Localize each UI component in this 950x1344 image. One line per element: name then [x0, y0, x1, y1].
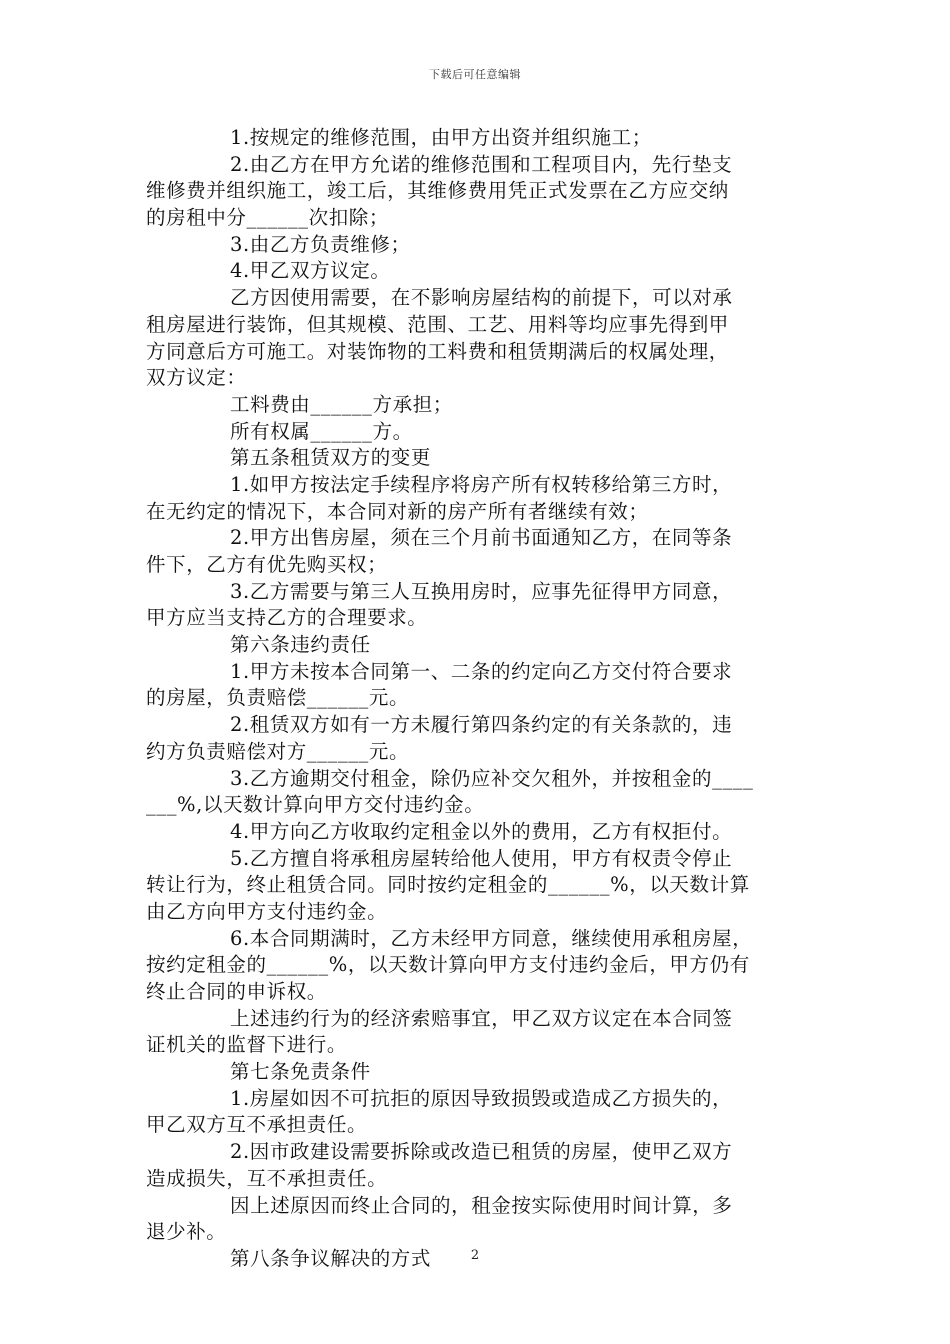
text-line: 件下，乙方有优先购买权； [146, 553, 388, 576]
text-line: 维修费并组织施工，竣工后，其维修费用凭正式发票在乙方应交纳 [146, 179, 729, 203]
text-line: 2.由乙方在甲方允诺的维修范围和工程项目内，先行垫支 [230, 152, 733, 176]
text-line: 租房屋进行装饰，但其规模、范围、工艺、用料等均应事先得到甲 [146, 312, 729, 336]
text-line: 方同意后方可施工。对装饰物的工料费和租赁期满后的权属处理， [146, 339, 729, 363]
text-line: 2.甲方出售房屋，须在三个月前书面通知乙方，在同等条 [230, 526, 733, 550]
text-line: 由乙方向甲方支付违约金。 [146, 899, 388, 923]
text-line: 乙方因使用需要，在不影响房屋结构的前提下，可以对承 [230, 286, 733, 310]
text-line: 约方负责赔偿对方______元。 [146, 739, 410, 763]
text-line: 1.房屋如因不可抗拒的原因导致损毁或造成乙方损失的， [230, 1086, 733, 1110]
text-line: 因上述原因而终止合同的，租金按实际使用时间计算，多 [230, 1193, 733, 1217]
page-header: 下载后可任意编辑 [429, 68, 521, 81]
text-line: 证机关的监督下进行。 [146, 1033, 348, 1057]
text-line: 双方议定： [146, 366, 247, 390]
text-line: 2.因市政建设需要拆除或改造已租赁的房屋，使甲乙双方 [230, 1140, 733, 1164]
text-line: 所有权属______方。 [230, 419, 413, 443]
text-line: 6.本合同期满时，乙方未经甲方同意，继续使用承租房屋， [230, 926, 753, 950]
text-line: 第七条免责条件 [230, 1060, 371, 1084]
text-line: 上述违约行为的经济索赔事宜，甲乙双方议定在本合同签 [230, 1006, 733, 1030]
text-line: 2.租赁双方如有一方未履行第四条约定的有关条款的，违 [230, 713, 733, 737]
text-line: ___%,以天数计算向甲方交付违约金。 [146, 793, 485, 817]
text-line: 在无约定的情况下，本合同对新的房产所有者继续有效； [146, 499, 649, 523]
text-line: 1.按规定的维修范围，由甲方出资并组织施工； [230, 126, 652, 149]
text-line: 5.乙方擅自将承租房屋转给他人使用，甲方有权责令停止 [230, 846, 733, 870]
text-line: 退少补。 [146, 1220, 227, 1244]
text-line: 甲乙双方互不承担责任。 [146, 1113, 368, 1137]
text-line: 3.乙方逾期交付租金，除仍应补交欠租外，并按租金的____ [230, 766, 754, 790]
text-line: 1.如甲方按法定手续程序将房产所有权转移给第三方时， [230, 472, 733, 496]
text-line: 终止合同的申诉权。 [146, 980, 327, 1003]
page-number: 2 [470, 1248, 480, 1263]
document-body [146, 125, 808, 1273]
text-line: 甲方应当支持乙方的合理要求。 [146, 606, 428, 630]
text-line: 转让行为，终止租赁合同。同时按约定租金的______%，以天数计算 [146, 873, 750, 897]
text-line: 1.甲方未按本合同第一、二条的约定向乙方交付符合要求 [230, 659, 733, 683]
text-line: 4.甲方向乙方收取约定租金以外的费用，乙方有权拒付。 [230, 819, 733, 843]
text-line: 工料费由______方承担； [230, 392, 453, 416]
text-line: 3.由乙方负责维修； [230, 232, 411, 256]
text-line: 第五条租赁双方的变更 [230, 446, 432, 470]
text-line: 第八条争议解决的方式 [230, 1246, 432, 1270]
text-line: 的房租中分______次扣除； [146, 206, 389, 230]
text-line: 第六条违约责任 [230, 633, 371, 657]
text-line: 造成损失，互不承担责任。 [146, 1166, 388, 1190]
text-line: 3.乙方需要与第三人互换用房时，应事先征得甲方同意， [230, 579, 733, 603]
text-line: 按约定租金的______%，以天数计算向甲方支付违约金后，甲方仍有 [146, 953, 750, 977]
text-line: 4.甲乙双方议定。 [230, 259, 391, 283]
text-line: 的房屋，负责赔偿______元。 [146, 686, 410, 710]
